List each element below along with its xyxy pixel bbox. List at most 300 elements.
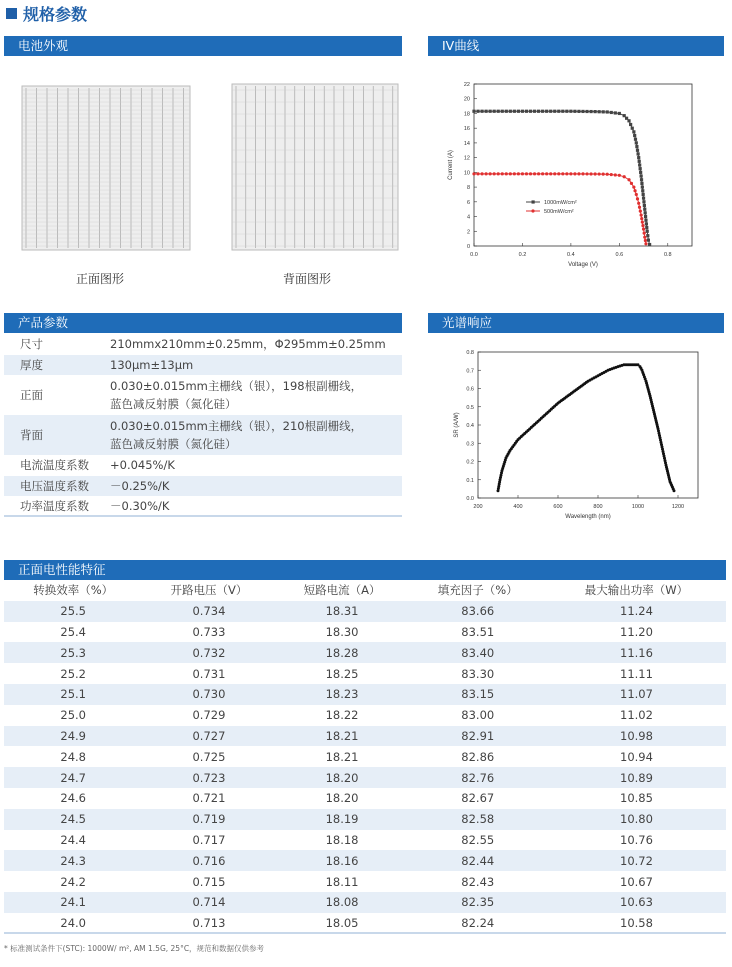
data-point bbox=[646, 234, 649, 237]
column-header: 最大输出功率（W） bbox=[584, 583, 689, 598]
data-point bbox=[565, 110, 568, 113]
table-row bbox=[4, 622, 726, 643]
data-point bbox=[638, 160, 641, 163]
table-row bbox=[4, 476, 402, 497]
data-point bbox=[581, 172, 584, 175]
data-point bbox=[517, 110, 520, 113]
param-value-line: 0.030±0.015mm主栅线（银），210根副栅线， bbox=[110, 419, 363, 433]
data-point bbox=[569, 172, 572, 175]
data-point bbox=[618, 112, 621, 115]
data-point bbox=[573, 110, 576, 113]
data-point bbox=[598, 172, 601, 175]
y-tick-label: 0.4 bbox=[466, 423, 474, 429]
table-row bbox=[4, 913, 726, 934]
table-cell: 24.8 bbox=[60, 749, 86, 764]
y-tick-label: 6 bbox=[466, 199, 470, 206]
table-cell: 83.51 bbox=[461, 624, 495, 639]
page-title-text: 规格参数 bbox=[23, 5, 88, 24]
data-point bbox=[644, 242, 647, 245]
y-tick-label: 0.0 bbox=[466, 496, 474, 502]
table-cell: 0.714 bbox=[142, 892, 275, 913]
x-tick-label: 800 bbox=[593, 504, 603, 510]
param-value bbox=[110, 455, 402, 476]
data-point bbox=[493, 110, 496, 113]
data-point bbox=[472, 172, 475, 175]
spectral-chart bbox=[430, 340, 724, 536]
table-cell: 0.727 bbox=[142, 726, 275, 747]
table-cell: 10.58 bbox=[620, 916, 653, 931]
data-point bbox=[549, 110, 552, 113]
table-cell: 0.713 bbox=[192, 916, 226, 931]
data-point bbox=[635, 141, 638, 144]
table-cell: 24.9 bbox=[4, 726, 142, 747]
table-cell: 10.63 bbox=[547, 892, 726, 913]
table-cell: 11.02 bbox=[620, 708, 653, 723]
param-value-line: 210mmx210mm±0.25mm，Φ295mm±0.25mm bbox=[110, 337, 386, 352]
data-point bbox=[637, 156, 640, 159]
data-point bbox=[585, 172, 588, 175]
table-cell: 25.4 bbox=[60, 624, 86, 639]
table-cell: 25.2 bbox=[60, 666, 86, 681]
electrical-divider bbox=[4, 932, 726, 934]
table-cell: 24.1 bbox=[4, 892, 142, 913]
table-cell: 0.729 bbox=[192, 708, 226, 723]
param-label: 背面 bbox=[4, 415, 110, 455]
section-params: 产品参数 bbox=[4, 313, 402, 333]
data-point bbox=[643, 208, 646, 211]
data-point bbox=[606, 173, 609, 176]
table-cell: 0.730 bbox=[142, 684, 275, 705]
table-cell: 82.91 bbox=[409, 726, 547, 747]
table-cell: 0.717 bbox=[192, 832, 226, 847]
data-point bbox=[577, 110, 580, 113]
table-cell: 10.89 bbox=[547, 767, 726, 788]
back-pattern-drawing bbox=[214, 78, 400, 252]
x-tick-label: 600 bbox=[553, 504, 563, 510]
plot-frame bbox=[474, 84, 692, 246]
x-tick-label: 0.0 bbox=[470, 252, 478, 258]
param-value-line: 蓝色减反射膜（氮化硅） bbox=[110, 437, 237, 451]
table-row bbox=[4, 334, 402, 355]
data-point bbox=[629, 123, 632, 126]
data-point bbox=[472, 110, 475, 113]
params-divider bbox=[4, 515, 402, 517]
table-cell: 0.733 bbox=[192, 624, 226, 639]
table-cell: 18.11 bbox=[325, 874, 359, 889]
table-cell: 10.67 bbox=[620, 874, 653, 889]
x-tick-label: 0.4 bbox=[567, 252, 575, 258]
table-row bbox=[4, 788, 726, 809]
data-point bbox=[521, 110, 524, 113]
table-cell: 11.24 bbox=[547, 601, 726, 622]
table-row bbox=[4, 892, 726, 913]
data-point bbox=[594, 172, 597, 175]
data-point bbox=[627, 178, 630, 181]
table-cell: 24.6 bbox=[60, 791, 86, 806]
table-cell: 0.716 bbox=[142, 850, 275, 871]
legend-label: 1000mW/cm² bbox=[544, 200, 577, 206]
y-tick-label: 10 bbox=[463, 170, 470, 177]
table-cell: 10.80 bbox=[547, 809, 726, 830]
table-row bbox=[4, 871, 726, 892]
data-point bbox=[639, 171, 642, 174]
legend-marker bbox=[531, 209, 534, 212]
data-point bbox=[643, 232, 646, 235]
table-cell: 18.21 bbox=[325, 749, 359, 764]
data-point bbox=[557, 172, 560, 175]
param-value bbox=[110, 334, 402, 355]
data-point bbox=[505, 110, 508, 113]
y-axis-label: Current (A) bbox=[448, 150, 454, 180]
data-point bbox=[638, 206, 641, 209]
data-point bbox=[497, 110, 500, 113]
table-cell: 82.67 bbox=[461, 791, 495, 806]
table-header-row bbox=[4, 580, 726, 601]
param-value-line: +0.045%/K bbox=[110, 458, 175, 473]
table-row bbox=[4, 455, 402, 476]
data-point bbox=[505, 172, 508, 175]
data-point bbox=[644, 215, 647, 218]
iv-chart bbox=[430, 74, 724, 284]
data-point bbox=[610, 173, 613, 176]
front-pattern-image bbox=[8, 78, 192, 252]
data-point bbox=[637, 202, 640, 205]
spectral-chart-svg bbox=[430, 340, 724, 536]
table-cell: 82.44 bbox=[409, 850, 547, 871]
data-point bbox=[557, 110, 560, 113]
x-tick-label: 1200 bbox=[671, 504, 685, 510]
table-cell: 10.72 bbox=[547, 850, 726, 871]
data-point bbox=[637, 152, 640, 155]
param-value-line: 0.030±0.015mm主栅线（银），198根副栅线， bbox=[110, 379, 363, 393]
table-cell: 18.08 bbox=[275, 892, 408, 913]
data-point bbox=[489, 110, 492, 113]
table-row bbox=[4, 705, 726, 726]
x-tick-label: 0.8 bbox=[663, 252, 672, 258]
data-point bbox=[602, 110, 605, 113]
data-point bbox=[641, 189, 644, 192]
data-point bbox=[573, 172, 576, 175]
data-point bbox=[641, 220, 644, 223]
param-value-line: －0.25%/K bbox=[110, 478, 170, 493]
table-cell: 83.15 bbox=[409, 684, 547, 705]
legend-marker bbox=[532, 200, 535, 203]
data-point bbox=[585, 110, 588, 113]
data-point bbox=[648, 243, 651, 246]
table-cell: 0.731 bbox=[192, 666, 226, 681]
data-point bbox=[640, 178, 643, 181]
y-tick-label: 8 bbox=[466, 185, 470, 192]
table-cell: 0.734 bbox=[142, 601, 275, 622]
data-point bbox=[565, 172, 568, 175]
column-header: 短路电流（A） bbox=[303, 583, 381, 598]
table-cell: 82.86 bbox=[461, 749, 495, 764]
data-point bbox=[480, 110, 483, 113]
y-tick-label: 0.2 bbox=[466, 459, 474, 466]
table-cell: 24.5 bbox=[4, 809, 142, 830]
data-point bbox=[646, 230, 649, 233]
data-point bbox=[476, 172, 479, 175]
data-point bbox=[639, 210, 642, 213]
data-point bbox=[493, 172, 496, 175]
legend-label: 500mW/cm² bbox=[544, 209, 574, 215]
y-tick-label: 0.8 bbox=[466, 350, 474, 356]
param-label: 厚度 bbox=[4, 355, 110, 376]
data-point bbox=[633, 134, 636, 137]
table-row bbox=[4, 375, 402, 415]
data-point bbox=[561, 172, 564, 175]
table-cell: 18.20 bbox=[275, 767, 408, 788]
data-point bbox=[635, 145, 638, 148]
param-value-line: 130μm±13μm bbox=[110, 357, 194, 372]
data-point bbox=[537, 110, 540, 113]
data-point bbox=[501, 172, 504, 175]
footnote: * 标准测试条件下(STC): 1000W/ m², AM 1.5G, 25°C，规范和数据仅供参考 bbox=[4, 944, 265, 953]
table-row bbox=[4, 684, 726, 705]
data-point bbox=[641, 185, 644, 188]
table-cell: 18.28 bbox=[275, 642, 408, 663]
param-label: 功率温度系数 bbox=[20, 499, 89, 514]
data-point bbox=[517, 172, 520, 175]
data-point bbox=[545, 172, 548, 175]
y-tick-label: 16 bbox=[463, 126, 470, 133]
table-cell: 25.1 bbox=[4, 684, 142, 705]
table-cell: 11.07 bbox=[547, 684, 726, 705]
data-point bbox=[541, 172, 544, 175]
table-row bbox=[4, 642, 726, 663]
table-cell: 24.7 bbox=[4, 767, 142, 788]
data-point bbox=[643, 236, 646, 239]
data-point bbox=[632, 130, 635, 133]
x-tick-label: 200 bbox=[473, 504, 483, 510]
table-cell: 24.0 bbox=[60, 916, 86, 931]
table-cell: 10.85 bbox=[620, 791, 653, 806]
y-tick-label: 20 bbox=[463, 96, 470, 103]
data-point bbox=[614, 111, 617, 114]
data-point bbox=[642, 200, 645, 203]
section-spectral: 光谱响应 bbox=[428, 313, 724, 333]
data-point bbox=[553, 110, 556, 113]
data-point bbox=[589, 172, 592, 175]
table-row bbox=[4, 726, 726, 747]
param-value-line: －0.30%/K bbox=[110, 499, 170, 514]
table-cell: 82.24 bbox=[461, 916, 495, 931]
table-cell: 82.76 bbox=[409, 767, 547, 788]
data-point bbox=[642, 193, 645, 196]
table-cell: 18.21 bbox=[275, 726, 408, 747]
data-point bbox=[633, 189, 636, 192]
data-point bbox=[644, 219, 647, 222]
section-appearance: 电池外观 bbox=[4, 36, 402, 56]
table-cell: 83.00 bbox=[461, 708, 495, 723]
data-point bbox=[602, 173, 605, 176]
data-point bbox=[549, 172, 552, 175]
table-row bbox=[4, 496, 402, 517]
y-tick-label: 22 bbox=[463, 82, 470, 88]
data-point bbox=[639, 167, 642, 170]
data-point bbox=[525, 172, 528, 175]
y-tick-label: 2 bbox=[466, 229, 470, 236]
table-cell: 11.16 bbox=[547, 642, 726, 663]
data-point bbox=[509, 172, 512, 175]
y-tick-label: 4 bbox=[466, 214, 470, 221]
x-axis-label: Voltage (V) bbox=[568, 262, 598, 268]
table-row bbox=[4, 601, 726, 622]
front-pattern-drawing bbox=[8, 78, 192, 252]
x-tick-label: 0.6 bbox=[615, 252, 624, 258]
data-point bbox=[529, 110, 532, 113]
data-point bbox=[545, 110, 548, 113]
data-point bbox=[632, 185, 635, 188]
data-point bbox=[501, 110, 504, 113]
data-point bbox=[598, 110, 601, 113]
table-row bbox=[4, 415, 402, 455]
data-point bbox=[644, 211, 647, 214]
table-cell: 10.98 bbox=[547, 726, 726, 747]
section-iv: IV曲线 bbox=[428, 36, 724, 56]
x-tick-label: 400 bbox=[513, 504, 523, 510]
y-tick-label: 0.7 bbox=[466, 368, 474, 375]
y-tick-label: 0.1 bbox=[466, 477, 474, 484]
y-tick-label: 0.5 bbox=[466, 404, 474, 411]
table-cell: 11.11 bbox=[620, 666, 653, 681]
table-cell: 82.58 bbox=[409, 809, 547, 830]
data-point bbox=[627, 119, 630, 122]
table-cell: 0.719 bbox=[142, 809, 275, 830]
data-point bbox=[513, 110, 516, 113]
y-tick-label: 0 bbox=[466, 244, 470, 250]
table-cell: 10.76 bbox=[620, 832, 653, 847]
data-point bbox=[541, 110, 544, 113]
table-cell: 82.55 bbox=[461, 832, 495, 847]
param-value bbox=[110, 355, 402, 376]
data-point bbox=[634, 138, 637, 141]
data-point bbox=[525, 110, 528, 113]
table-row bbox=[4, 355, 402, 376]
table-cell: 0.715 bbox=[192, 874, 226, 889]
table-row bbox=[4, 746, 726, 767]
data-point bbox=[643, 204, 646, 207]
table-row bbox=[4, 830, 726, 851]
table-cell: 83.66 bbox=[409, 601, 547, 622]
table-cell: 18.30 bbox=[325, 624, 359, 639]
data-point bbox=[610, 111, 613, 114]
table-cell: 24.3 bbox=[4, 850, 142, 871]
y-tick-label: 0.6 bbox=[466, 386, 474, 393]
data-point bbox=[614, 173, 617, 176]
back-pattern-image bbox=[214, 78, 400, 252]
table-cell: 25.0 bbox=[60, 708, 86, 723]
data-point bbox=[485, 172, 488, 175]
front-caption: 正面图形 bbox=[75, 272, 124, 286]
table-cell: 83.40 bbox=[409, 642, 547, 663]
title-square-icon bbox=[6, 8, 17, 19]
data-point bbox=[642, 227, 645, 230]
y-axis-label: SR (A/W) bbox=[454, 412, 460, 438]
data-point bbox=[480, 172, 483, 175]
iv-chart-svg bbox=[430, 74, 724, 284]
data-point bbox=[533, 172, 536, 175]
data-point bbox=[577, 172, 580, 175]
data-point bbox=[521, 172, 524, 175]
data-point bbox=[636, 149, 639, 152]
param-value bbox=[110, 496, 402, 517]
data-point bbox=[529, 172, 532, 175]
y-tick-label: 0.3 bbox=[466, 441, 474, 448]
table-cell: 18.16 bbox=[275, 850, 408, 871]
data-point bbox=[640, 174, 643, 177]
data-point bbox=[485, 110, 488, 113]
params-table bbox=[4, 334, 402, 517]
page-title bbox=[6, 2, 87, 25]
y-tick-label: 18 bbox=[463, 111, 470, 118]
table-cell: 18.22 bbox=[325, 708, 359, 723]
table-cell: 18.25 bbox=[325, 666, 359, 681]
table-row bbox=[4, 850, 726, 871]
data-point bbox=[630, 182, 633, 185]
table-cell: 18.19 bbox=[275, 809, 408, 830]
data-point bbox=[589, 110, 592, 113]
table-cell: 25.3 bbox=[4, 642, 142, 663]
table-row bbox=[4, 809, 726, 830]
data-point bbox=[623, 175, 626, 178]
table-cell: 18.05 bbox=[325, 916, 359, 931]
data-point bbox=[640, 213, 643, 216]
table-cell: 82.43 bbox=[461, 874, 495, 889]
data-point bbox=[561, 110, 564, 113]
table-cell: 83.30 bbox=[461, 666, 495, 681]
param-label: 尺寸 bbox=[20, 337, 43, 352]
data-point bbox=[638, 163, 641, 166]
data-point bbox=[497, 172, 500, 175]
param-label: 电流温度系数 bbox=[20, 458, 89, 473]
data-point bbox=[569, 110, 572, 113]
data-point bbox=[594, 110, 597, 113]
table-cell: 25.5 bbox=[4, 601, 142, 622]
data-point bbox=[476, 110, 479, 113]
data-point bbox=[635, 193, 638, 196]
x-tick-label: 0.2 bbox=[518, 252, 527, 258]
data-point bbox=[640, 182, 643, 185]
table-cell: 82.35 bbox=[409, 892, 547, 913]
table-cell: 0.732 bbox=[142, 642, 275, 663]
x-tick-label: 1000 bbox=[631, 504, 645, 510]
column-header: 开路电压（V） bbox=[170, 583, 248, 598]
plot-frame bbox=[478, 352, 698, 498]
electrical-table bbox=[4, 580, 726, 934]
data-point bbox=[640, 217, 643, 220]
x-axis-label: Wavelength (nm) bbox=[565, 514, 611, 520]
param-value bbox=[110, 375, 402, 415]
data-point bbox=[509, 110, 512, 113]
data-point bbox=[645, 222, 648, 225]
data-point bbox=[644, 239, 647, 242]
table-cell: 0.723 bbox=[142, 767, 275, 788]
data-point bbox=[631, 127, 634, 130]
param-value-line: 蓝色减反射膜（氮化硅） bbox=[110, 397, 237, 411]
table-cell: 11.20 bbox=[620, 624, 653, 639]
data-point bbox=[647, 239, 650, 242]
data-point bbox=[581, 110, 584, 113]
table-row bbox=[4, 663, 726, 684]
data-point bbox=[537, 172, 540, 175]
table-cell: 18.18 bbox=[325, 832, 359, 847]
table-cell: 10.94 bbox=[620, 749, 653, 764]
data-point bbox=[641, 224, 644, 227]
data-point bbox=[489, 172, 492, 175]
data-point bbox=[513, 172, 516, 175]
table-cell: 0.725 bbox=[192, 749, 226, 764]
